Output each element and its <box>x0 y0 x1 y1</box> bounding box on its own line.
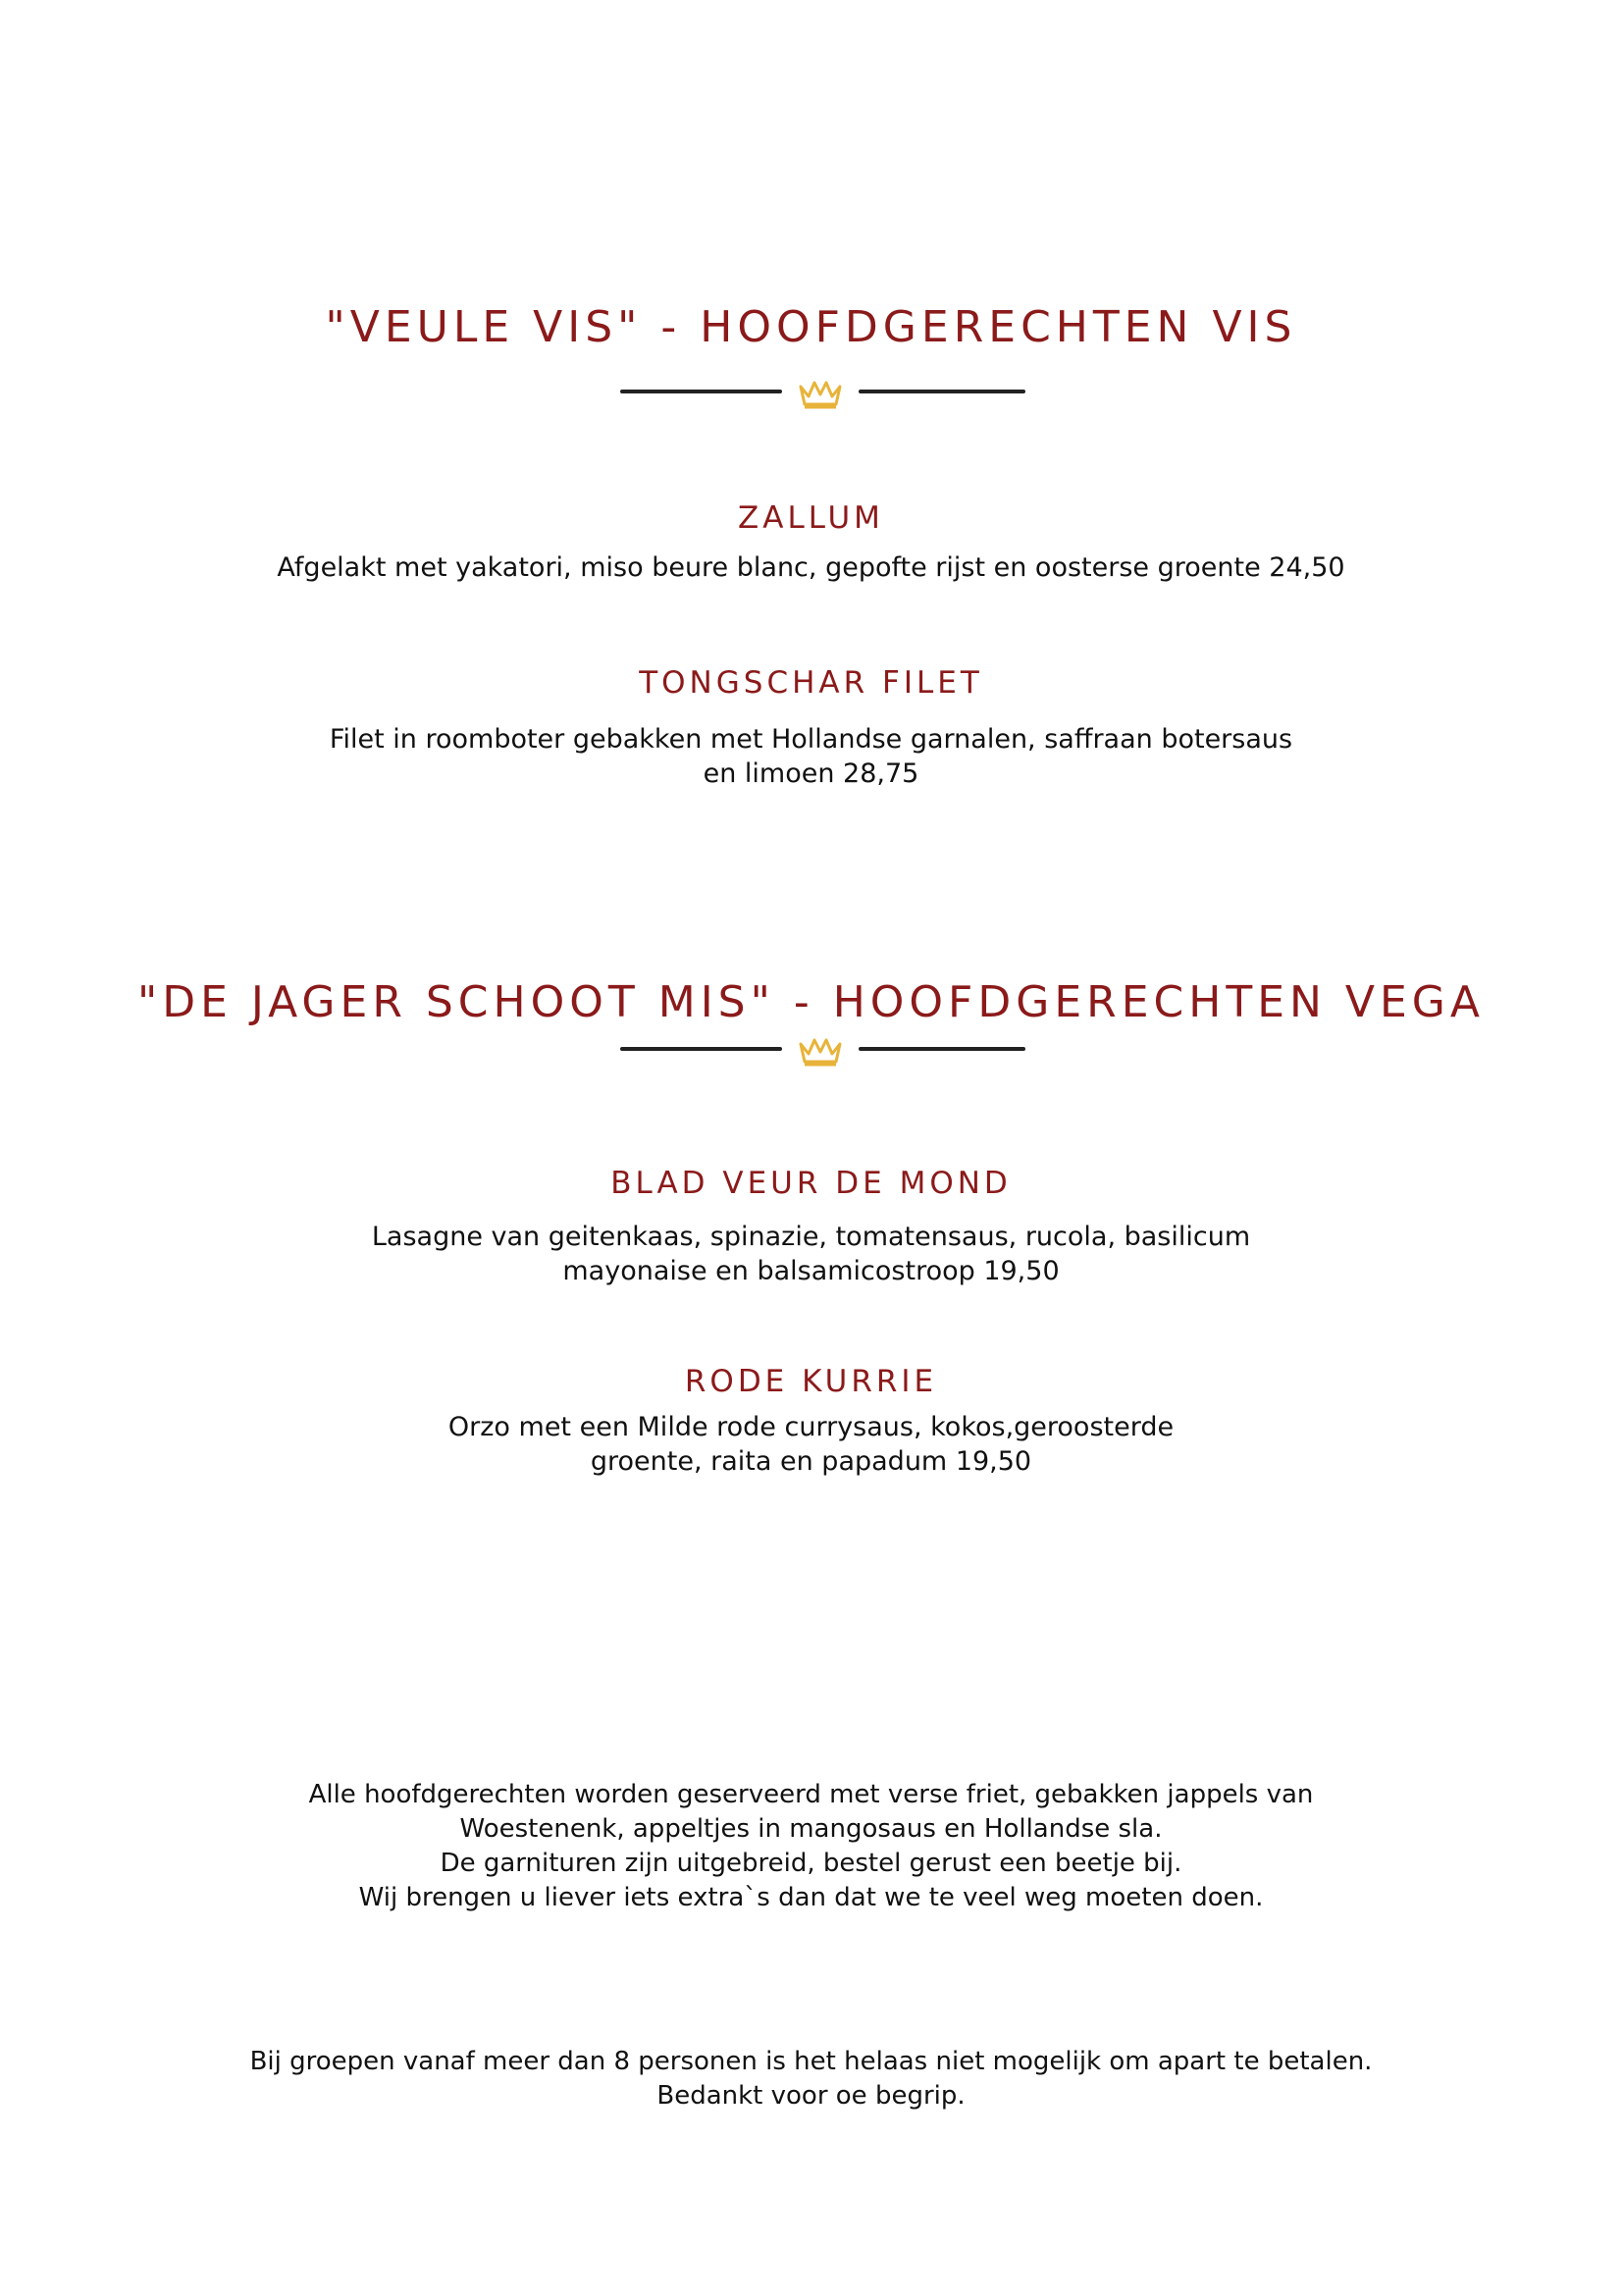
section-vis <box>0 302 1622 352</box>
footer-note <box>0 1778 1622 1915</box>
menu-item-desc <box>0 550 1622 585</box>
menu-item-desc <box>0 722 1622 791</box>
item-desc-line: Orzo met een Milde rode currysaus, kokos,geroosterde <box>447 1412 1175 1442</box>
menu-item <box>0 500 1622 536</box>
item-desc-line: Filet in roomboter gebakken met Hollandse garnalen, saffraan botersaus <box>329 724 1293 755</box>
item-desc-line: en limoen 28,75 <box>703 758 919 789</box>
divider-line-left <box>620 390 782 393</box>
item-desc-line: groente, raita en papadum 19,50 <box>590 1446 1032 1477</box>
divider-line-right <box>859 1047 1025 1051</box>
section-vega <box>0 977 1622 1027</box>
crown-icon <box>795 375 846 410</box>
item-desc-line: Lasagne van geitenkaas, spinazie, tomatensaus, rucola, basilicum <box>371 1222 1251 1252</box>
footer-note-line: Alle hoofdgerechten worden geserveerd met verse friet, gebakken jappels van <box>308 1780 1314 1809</box>
item-title-zallum: ZALLUM <box>738 500 884 536</box>
menu-item-desc <box>0 1410 1622 1479</box>
item-title-blad-veur-de-mond: BLAD VEUR DE MOND <box>610 1166 1012 1201</box>
section-title-vega: "DE JAGER SCHOOT MIS" - HOOFDGERECHTEN VEGA <box>136 977 1485 1027</box>
section-divider-vis <box>0 373 1622 412</box>
divider-line-right <box>859 390 1025 393</box>
item-title-rode-kurrie: RODE KURRIE <box>684 1364 938 1399</box>
group-note-line: Bedankt voor oe begrip. <box>656 2081 966 2111</box>
divider-line-left <box>620 1047 782 1051</box>
footer-note-line: Wij brengen u liever iets extra`s dan dat we te veel weg moeten doen. <box>358 1883 1264 1912</box>
item-desc-line: mayonaise en balsamicostroop 19,50 <box>562 1256 1060 1286</box>
footer-note-line: De garnituren zijn uitgebreid, bestel gerust een beetje bij. <box>440 1849 1182 1878</box>
group-note-line: Bij groepen vanaf meer dan 8 personen is het helaas niet mogelijk om apart te betalen. <box>249 2047 1373 2076</box>
menu-item <box>0 1364 1622 1399</box>
group-note <box>0 2045 1622 2113</box>
menu-item <box>0 665 1622 701</box>
item-desc-line: Afgelakt met yakatori, miso beure blanc, gepofte rijst en oosterse groente 24,50 <box>277 552 1345 583</box>
section-title-vis: "VEULE VIS" - HOOFDGERECHTEN VIS <box>325 302 1297 352</box>
footer-note-line: Woestenenk, appeltjes in mangosaus en Hollandse sla. <box>459 1814 1163 1844</box>
item-title-tongschar: TONGSCHAR FILET <box>639 665 983 701</box>
crown-icon <box>795 1032 846 1068</box>
section-divider-vega <box>0 1030 1622 1070</box>
menu-item <box>0 1166 1622 1201</box>
menu-item-desc <box>0 1220 1622 1288</box>
